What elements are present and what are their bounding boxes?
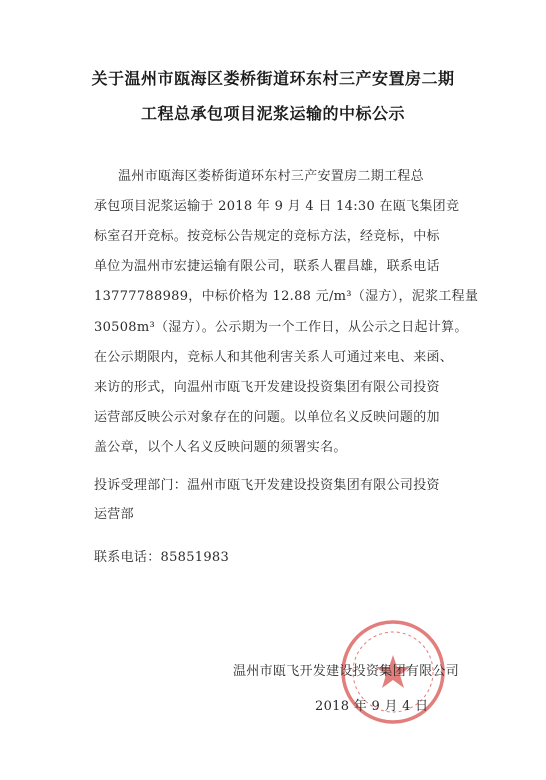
body-line: 13777788989，中标价格为 12.88 元/m³（湿方），泥浆工程量 — [94, 289, 479, 304]
notice-title-line-1: 关于温州市瓯海区娄桥街道环东村三产安置房二期 — [91, 69, 455, 88]
body-line: 标室召开竞标。按竞标公告规定的竞标方法，经竞标，中标 — [94, 229, 440, 244]
body-line: 盖公章，以个人名义反映问题的须署实名。 — [94, 440, 347, 455]
signature-date: 2018 年 9 月 4 日 — [315, 699, 429, 714]
body-line: 在公示期限内，竞标人和其他利害关系人可通过来电、来函、 — [94, 350, 454, 365]
body-line: 承包项目泥浆运输于 2018 年 9 月 4 日 14:30 在瓯飞集团竞 — [94, 199, 460, 214]
notice-title-line-2: 工程总承包项目泥浆运输的中标公示 — [140, 104, 405, 123]
body-line: 运营部反映公示对象存在的问题。以单位名义反映问题的加 — [94, 410, 440, 425]
signature-organization: 温州市瓯飞开发建设投资集团有限公司 — [233, 664, 460, 679]
body-line: 30508m³（湿方）。公示期为一个工作日，从公示之日起计算。 — [94, 320, 468, 335]
complaint-department-line-1: 投诉受理部门：温州市瓯飞开发建设投资集团有限公司投资 — [94, 478, 440, 493]
body-line: 来访的形式，向温州市瓯飞开发建设投资集团有限公司投资 — [94, 380, 440, 395]
body-line: 温州市瓯海区娄桥街道环东村三产安置房二期工程总 — [118, 169, 424, 184]
body-line: 单位为温州市宏捷运输有限公司，联系人瞿昌雄，联系电话 — [94, 259, 440, 274]
contact-phone: 联系电话：85851983 — [94, 550, 230, 565]
complaint-department-line-2: 运营部 — [94, 507, 134, 522]
